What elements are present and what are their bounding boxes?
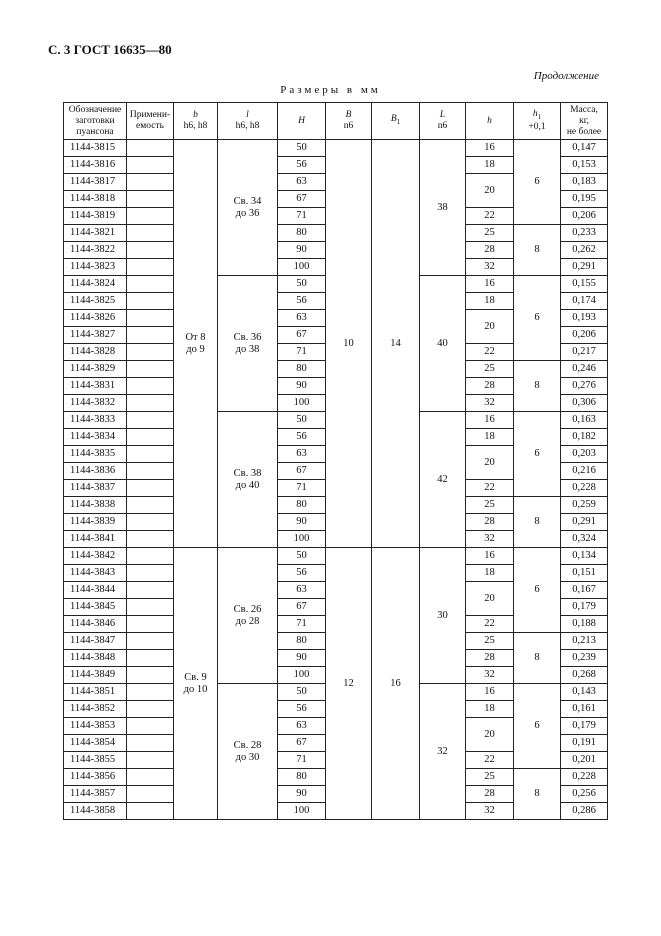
designation-cell: 1144-3824 bbox=[64, 276, 127, 293]
col-B1 bbox=[372, 103, 420, 140]
H-cell: 63 bbox=[278, 310, 326, 327]
col-H bbox=[278, 103, 326, 140]
H-cell: 56 bbox=[278, 157, 326, 174]
designation-cell: 1144-3834 bbox=[64, 429, 127, 446]
H-cell: 67 bbox=[278, 599, 326, 616]
h-cell: 22 bbox=[466, 480, 514, 497]
l-range-cell bbox=[218, 412, 278, 548]
H-cell: 67 bbox=[278, 327, 326, 344]
mass-cell: 0,268 bbox=[561, 667, 608, 684]
h-cell: 25 bbox=[466, 361, 514, 378]
applicability-cell bbox=[127, 293, 174, 310]
h-cell: 18 bbox=[466, 293, 514, 310]
H-cell: 80 bbox=[278, 633, 326, 650]
H-cell: 80 bbox=[278, 361, 326, 378]
mass-cell: 0,216 bbox=[561, 463, 608, 480]
applicability-cell bbox=[127, 633, 174, 650]
H-cell: 80 bbox=[278, 769, 326, 786]
mass-cell: 0,206 bbox=[561, 208, 608, 225]
applicability-cell bbox=[127, 684, 174, 701]
mass-cell: 0,213 bbox=[561, 633, 608, 650]
designation-cell: 1144-3849 bbox=[64, 667, 127, 684]
H-cell: 90 bbox=[278, 786, 326, 803]
mass-cell: 0,324 bbox=[561, 531, 608, 548]
H-cell: 63 bbox=[278, 582, 326, 599]
h-cell: 20 bbox=[466, 718, 514, 752]
designation-cell: 1144-3841 bbox=[64, 531, 127, 548]
B1-cell: 16 bbox=[372, 548, 420, 820]
applicability-cell bbox=[127, 395, 174, 412]
h-cell: 22 bbox=[466, 752, 514, 769]
applicability-cell bbox=[127, 225, 174, 242]
mass-cell: 0,201 bbox=[561, 752, 608, 769]
h-cell: 28 bbox=[466, 514, 514, 531]
col-mass bbox=[561, 103, 608, 140]
col-designation bbox=[64, 103, 127, 140]
applicability-cell bbox=[127, 599, 174, 616]
designation-cell: 1144-3821 bbox=[64, 225, 127, 242]
table-row bbox=[64, 140, 608, 157]
mass-cell: 0,276 bbox=[561, 378, 608, 395]
mass-cell: 0,206 bbox=[561, 327, 608, 344]
applicability-cell bbox=[127, 752, 174, 769]
mass-cell: 0,228 bbox=[561, 769, 608, 786]
designation-cell: 1144-3816 bbox=[64, 157, 127, 174]
H-cell: 63 bbox=[278, 174, 326, 191]
col-b bbox=[174, 103, 218, 140]
H-cell: 71 bbox=[278, 752, 326, 769]
applicability-cell bbox=[127, 412, 174, 429]
col-designation-line3: пуансона bbox=[76, 126, 114, 137]
applicability-cell bbox=[127, 548, 174, 565]
table-title: Размеры в мм bbox=[280, 84, 381, 96]
designation-cell: 1144-3828 bbox=[64, 344, 127, 361]
h-cell: 32 bbox=[466, 531, 514, 548]
H-cell: 67 bbox=[278, 463, 326, 480]
B-cell: 12 bbox=[326, 548, 372, 820]
applicability-cell bbox=[127, 208, 174, 225]
h-cell: 16 bbox=[466, 140, 514, 157]
designation-cell: 1144-3825 bbox=[64, 293, 127, 310]
mass-cell: 0,174 bbox=[561, 293, 608, 310]
applicability-cell bbox=[127, 446, 174, 463]
col-h1-symbol: h bbox=[532, 108, 538, 119]
designation-cell: 1144-3858 bbox=[64, 803, 127, 820]
mass-cell: 0,155 bbox=[561, 276, 608, 293]
col-l-symbol: l bbox=[246, 110, 249, 120]
H-cell: 56 bbox=[278, 565, 326, 582]
range-line2: до 28 bbox=[235, 615, 260, 627]
H-cell: 63 bbox=[278, 718, 326, 735]
h-cell: 32 bbox=[466, 803, 514, 820]
h1-cell: 6 bbox=[514, 548, 561, 633]
applicability-cell bbox=[127, 616, 174, 633]
L-cell: 32 bbox=[420, 684, 466, 820]
applicability-cell bbox=[127, 803, 174, 820]
H-cell: 67 bbox=[278, 735, 326, 752]
designation-cell: 1144-3838 bbox=[64, 497, 127, 514]
H-cell: 71 bbox=[278, 480, 326, 497]
col-l bbox=[218, 103, 278, 140]
range-line2: до 30 bbox=[235, 751, 260, 763]
applicability-cell bbox=[127, 667, 174, 684]
designation-cell: 1144-3819 bbox=[64, 208, 127, 225]
col-designation-line2: заготовки bbox=[75, 115, 115, 126]
mass-cell: 0,191 bbox=[561, 735, 608, 752]
h-cell: 32 bbox=[466, 259, 514, 276]
applicability-cell bbox=[127, 429, 174, 446]
h-cell: 32 bbox=[466, 395, 514, 412]
designation-cell: 1144-3835 bbox=[64, 446, 127, 463]
range-line2: до 40 bbox=[235, 479, 260, 491]
mass-cell: 0,256 bbox=[561, 786, 608, 803]
designation-cell: 1144-3826 bbox=[64, 310, 127, 327]
range-line1: Св. 26 bbox=[233, 603, 262, 615]
h-cell: 16 bbox=[466, 276, 514, 293]
applicability-cell bbox=[127, 514, 174, 531]
h-cell: 22 bbox=[466, 616, 514, 633]
mass-cell: 0,195 bbox=[561, 191, 608, 208]
mass-cell: 0,188 bbox=[561, 616, 608, 633]
h-cell: 18 bbox=[466, 157, 514, 174]
mass-cell: 0,203 bbox=[561, 446, 608, 463]
applicability-cell bbox=[127, 786, 174, 803]
designation-cell: 1144-3857 bbox=[64, 786, 127, 803]
h-cell: 25 bbox=[466, 497, 514, 514]
applicability-cell bbox=[127, 191, 174, 208]
H-cell: 90 bbox=[278, 514, 326, 531]
designation-cell: 1144-3815 bbox=[64, 140, 127, 157]
L-cell: 42 bbox=[420, 412, 466, 548]
range-line1: Св. 34 bbox=[233, 195, 262, 207]
designation-cell: 1144-3855 bbox=[64, 752, 127, 769]
H-cell: 71 bbox=[278, 344, 326, 361]
mass-cell: 0,291 bbox=[561, 514, 608, 531]
L-cell: 40 bbox=[420, 276, 466, 412]
H-cell: 100 bbox=[278, 259, 326, 276]
designation-cell: 1144-3817 bbox=[64, 174, 127, 191]
mass-cell: 0,306 bbox=[561, 395, 608, 412]
designation-cell: 1144-3848 bbox=[64, 650, 127, 667]
designation-cell: 1144-3854 bbox=[64, 735, 127, 752]
col-B bbox=[326, 103, 372, 140]
col-B-symbol: B bbox=[345, 110, 352, 120]
designation-cell: 1144-3827 bbox=[64, 327, 127, 344]
mass-cell: 0,183 bbox=[561, 174, 608, 191]
designation-cell: 1144-3823 bbox=[64, 259, 127, 276]
col-mass-line1: Масса, bbox=[570, 104, 598, 115]
col-L-tolerance: n6 bbox=[437, 121, 448, 131]
col-designation-line1: Обозначение bbox=[68, 104, 122, 115]
continuation-label: Продолжение bbox=[533, 70, 599, 82]
designation-cell: 1144-3818 bbox=[64, 191, 127, 208]
mass-cell: 0,147 bbox=[561, 140, 608, 157]
h-cell: 25 bbox=[466, 633, 514, 650]
mass-cell: 0,228 bbox=[561, 480, 608, 497]
col-applicability-line1: Примени- bbox=[129, 110, 171, 120]
H-cell: 56 bbox=[278, 429, 326, 446]
mass-cell: 0,182 bbox=[561, 429, 608, 446]
mass-cell: 0,193 bbox=[561, 310, 608, 327]
mass-cell: 0,291 bbox=[561, 259, 608, 276]
applicability-cell bbox=[127, 327, 174, 344]
h-cell: 20 bbox=[466, 582, 514, 616]
h-cell: 20 bbox=[466, 310, 514, 344]
range-line2: до 9 bbox=[186, 343, 205, 355]
b-range-cell bbox=[174, 140, 218, 548]
designation-cell: 1144-3851 bbox=[64, 684, 127, 701]
range-line1: Св. 38 bbox=[233, 467, 262, 479]
range-line2: до 38 bbox=[235, 343, 260, 355]
mass-cell: 0,179 bbox=[561, 599, 608, 616]
H-cell: 90 bbox=[278, 378, 326, 395]
designation-cell: 1144-3843 bbox=[64, 565, 127, 582]
l-range-cell bbox=[218, 276, 278, 412]
range-line1: От 8 bbox=[185, 331, 206, 343]
h-cell: 18 bbox=[466, 429, 514, 446]
col-H-symbol: H bbox=[298, 115, 305, 126]
H-cell: 100 bbox=[278, 395, 326, 412]
col-h-symbol: h bbox=[487, 115, 492, 126]
col-B1-symbol: B bbox=[390, 114, 397, 125]
applicability-cell bbox=[127, 140, 174, 157]
designation-cell: 1144-3856 bbox=[64, 769, 127, 786]
h-cell: 22 bbox=[466, 344, 514, 361]
applicability-cell bbox=[127, 242, 174, 259]
col-b-tolerance: h6, h8 bbox=[183, 121, 208, 131]
col-L-symbol: L bbox=[439, 110, 446, 120]
designation-cell: 1144-3832 bbox=[64, 395, 127, 412]
mass-cell: 0,286 bbox=[561, 803, 608, 820]
mass-cell: 0,217 bbox=[561, 344, 608, 361]
h-cell: 22 bbox=[466, 208, 514, 225]
h-cell: 16 bbox=[466, 548, 514, 565]
mass-cell: 0,246 bbox=[561, 361, 608, 378]
mass-cell: 0,134 bbox=[561, 548, 608, 565]
designation-cell: 1144-3846 bbox=[64, 616, 127, 633]
h1-cell: 8 bbox=[514, 497, 561, 548]
applicability-cell bbox=[127, 344, 174, 361]
col-applicability-line2: емость bbox=[136, 121, 164, 131]
h-cell: 16 bbox=[466, 684, 514, 701]
col-b-symbol: b bbox=[193, 110, 198, 120]
h-cell: 28 bbox=[466, 650, 514, 667]
applicability-cell bbox=[127, 463, 174, 480]
applicability-cell bbox=[127, 718, 174, 735]
applicability-cell bbox=[127, 701, 174, 718]
h1-cell: 6 bbox=[514, 140, 561, 225]
range-line1: Св. 9 bbox=[184, 671, 207, 683]
applicability-cell bbox=[127, 174, 174, 191]
H-cell: 67 bbox=[278, 191, 326, 208]
h-cell: 16 bbox=[466, 412, 514, 429]
mass-cell: 0,143 bbox=[561, 684, 608, 701]
H-cell: 56 bbox=[278, 701, 326, 718]
designation-cell: 1144-3853 bbox=[64, 718, 127, 735]
col-h bbox=[466, 103, 514, 140]
h-cell: 20 bbox=[466, 446, 514, 480]
applicability-cell bbox=[127, 531, 174, 548]
designation-cell: 1144-3845 bbox=[64, 599, 127, 616]
applicability-cell bbox=[127, 582, 174, 599]
designation-cell: 1144-3836 bbox=[64, 463, 127, 480]
h-cell: 18 bbox=[466, 565, 514, 582]
h-cell: 28 bbox=[466, 242, 514, 259]
applicability-cell bbox=[127, 565, 174, 582]
h-cell: 32 bbox=[466, 667, 514, 684]
mass-cell: 0,259 bbox=[561, 497, 608, 514]
dimensions-table bbox=[63, 102, 608, 820]
range-line2: до 10 bbox=[183, 683, 208, 695]
col-h1 bbox=[514, 103, 561, 140]
designation-cell: 1144-3844 bbox=[64, 582, 127, 599]
applicability-cell bbox=[127, 497, 174, 514]
applicability-cell bbox=[127, 650, 174, 667]
range-line1: Св. 36 bbox=[233, 331, 262, 343]
designation-cell: 1144-3831 bbox=[64, 378, 127, 395]
mass-cell: 0,167 bbox=[561, 582, 608, 599]
H-cell: 63 bbox=[278, 446, 326, 463]
H-cell: 80 bbox=[278, 497, 326, 514]
designation-cell: 1144-3839 bbox=[64, 514, 127, 531]
mass-cell: 0,262 bbox=[561, 242, 608, 259]
H-cell: 50 bbox=[278, 140, 326, 157]
table-row bbox=[64, 548, 608, 565]
H-cell: 80 bbox=[278, 225, 326, 242]
H-cell: 50 bbox=[278, 684, 326, 701]
h-cell: 25 bbox=[466, 769, 514, 786]
H-cell: 90 bbox=[278, 650, 326, 667]
mass-cell: 0,179 bbox=[561, 718, 608, 735]
L-cell: 30 bbox=[420, 548, 466, 684]
b-range-cell bbox=[174, 548, 218, 820]
h1-cell: 8 bbox=[514, 769, 561, 820]
applicability-cell bbox=[127, 276, 174, 293]
H-cell: 90 bbox=[278, 242, 326, 259]
h-cell: 28 bbox=[466, 378, 514, 395]
B-cell: 10 bbox=[326, 140, 372, 548]
applicability-cell bbox=[127, 259, 174, 276]
H-cell: 100 bbox=[278, 531, 326, 548]
col-B-tolerance: n6 bbox=[343, 121, 354, 131]
col-L bbox=[420, 103, 466, 140]
H-cell: 71 bbox=[278, 616, 326, 633]
applicability-cell bbox=[127, 480, 174, 497]
col-l-tolerance: h6, h8 bbox=[235, 121, 260, 131]
applicability-cell bbox=[127, 310, 174, 327]
h1-cell: 6 bbox=[514, 684, 561, 769]
designation-cell: 1144-3833 bbox=[64, 412, 127, 429]
applicability-cell bbox=[127, 378, 174, 395]
mass-cell: 0,233 bbox=[561, 225, 608, 242]
range-line2: до 36 bbox=[235, 207, 260, 219]
H-cell: 50 bbox=[278, 412, 326, 429]
col-mass-line2: кг, bbox=[579, 115, 589, 126]
H-cell: 71 bbox=[278, 208, 326, 225]
l-range-cell bbox=[218, 684, 278, 820]
col-mass-line3: не более bbox=[566, 126, 602, 137]
H-cell: 50 bbox=[278, 276, 326, 293]
mass-cell: 0,151 bbox=[561, 565, 608, 582]
l-range-cell bbox=[218, 548, 278, 684]
col-h1-tolerance: +0,1 bbox=[528, 122, 546, 133]
mass-cell: 0,161 bbox=[561, 701, 608, 718]
l-range-cell bbox=[218, 140, 278, 276]
header-row bbox=[64, 103, 608, 140]
designation-cell: 1144-3829 bbox=[64, 361, 127, 378]
h1-cell: 8 bbox=[514, 633, 561, 684]
h-cell: 25 bbox=[466, 225, 514, 242]
table-body bbox=[64, 140, 608, 820]
H-cell: 100 bbox=[278, 803, 326, 820]
h-cell: 18 bbox=[466, 701, 514, 718]
mass-cell: 0,153 bbox=[561, 157, 608, 174]
h1-cell: 8 bbox=[514, 225, 561, 276]
applicability-cell bbox=[127, 735, 174, 752]
applicability-cell bbox=[127, 769, 174, 786]
B1-cell: 14 bbox=[372, 140, 420, 548]
h-cell: 28 bbox=[466, 786, 514, 803]
H-cell: 56 bbox=[278, 293, 326, 310]
mass-cell: 0,239 bbox=[561, 650, 608, 667]
designation-cell: 1144-3822 bbox=[64, 242, 127, 259]
h1-cell: 6 bbox=[514, 412, 561, 497]
applicability-cell bbox=[127, 361, 174, 378]
designation-cell: 1144-3842 bbox=[64, 548, 127, 565]
L-cell: 38 bbox=[420, 140, 466, 276]
designation-cell: 1144-3852 bbox=[64, 701, 127, 718]
h1-cell: 6 bbox=[514, 276, 561, 361]
col-applicability bbox=[127, 103, 174, 140]
col-B1-subscript: 1 bbox=[396, 117, 401, 126]
mass-cell: 0,163 bbox=[561, 412, 608, 429]
H-cell: 50 bbox=[278, 548, 326, 565]
range-line1: Св. 28 bbox=[233, 739, 262, 751]
page-header: С. 3 ГОСТ 16635—80 bbox=[48, 42, 172, 57]
designation-cell: 1144-3847 bbox=[64, 633, 127, 650]
H-cell: 100 bbox=[278, 667, 326, 684]
h1-cell: 8 bbox=[514, 361, 561, 412]
designation-cell: 1144-3837 bbox=[64, 480, 127, 497]
h-cell: 20 bbox=[466, 174, 514, 208]
applicability-cell bbox=[127, 157, 174, 174]
col-h1-subscript: 1 bbox=[537, 112, 542, 121]
